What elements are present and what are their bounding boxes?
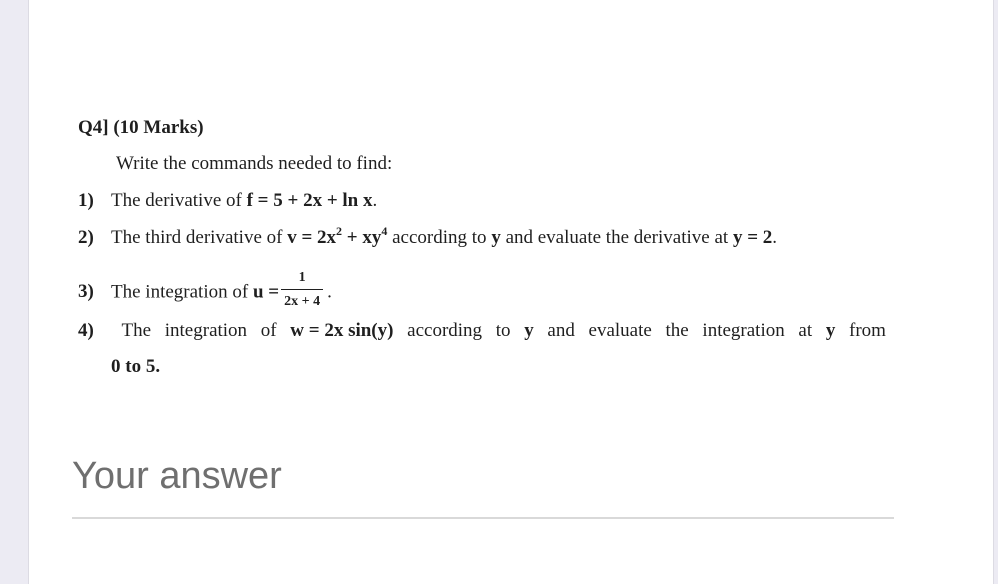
item-text: according to [387,227,492,248]
item-variable: y [524,320,534,341]
item-text: The third derivative of [111,227,288,248]
word: of [260,320,277,341]
question-item-2 [78,224,778,249]
word: the [665,320,689,341]
item-lhs: u = [252,281,280,303]
word: from [849,320,886,341]
question-item-4 [78,320,886,378]
answer-input[interactable]: Your answer [72,455,282,497]
fraction [281,270,323,310]
word: and [547,320,575,341]
item-expression: $v = 2x^2 + xy^4$ [287,224,388,248]
question-title: Q4] (10 Marks) [78,117,204,138]
question-item-3 [78,270,332,313]
word: evaluate [588,320,652,341]
fraction-numerator: 1 [281,270,323,290]
word: The [121,320,152,341]
word: at [798,320,813,341]
fraction-denominator: 2x + 4 [284,294,321,309]
question-intro: Write the commands needed to find: [116,153,393,174]
word: to [495,320,511,341]
item-number: 2) [78,227,94,248]
item-range: 0 to 5. [111,356,161,377]
word: integration [702,320,785,341]
item-line [78,320,886,342]
answer-underline[interactable] [72,517,894,519]
item-text: and evaluate the derivative at [500,227,733,248]
item-text: . [327,281,332,303]
item-expression: f = 5 + 2x + ln x [246,190,373,211]
word: according [407,320,483,341]
item-variable: y [491,227,501,248]
item-text: The integration of [111,281,253,303]
item-text: . [772,227,778,248]
item-eval-point: y = 2 [732,227,773,248]
item-number: 4) [78,320,94,341]
item-number: 1) [78,190,94,211]
item-text: . [372,190,378,211]
item-text: The derivative of [111,190,247,211]
item-variable: y [825,320,836,341]
word: integration [164,320,248,341]
item-number: 3) [78,281,94,303]
item-expression: w = 2x sin(y) [290,320,394,341]
question-item-1 [78,190,377,212]
